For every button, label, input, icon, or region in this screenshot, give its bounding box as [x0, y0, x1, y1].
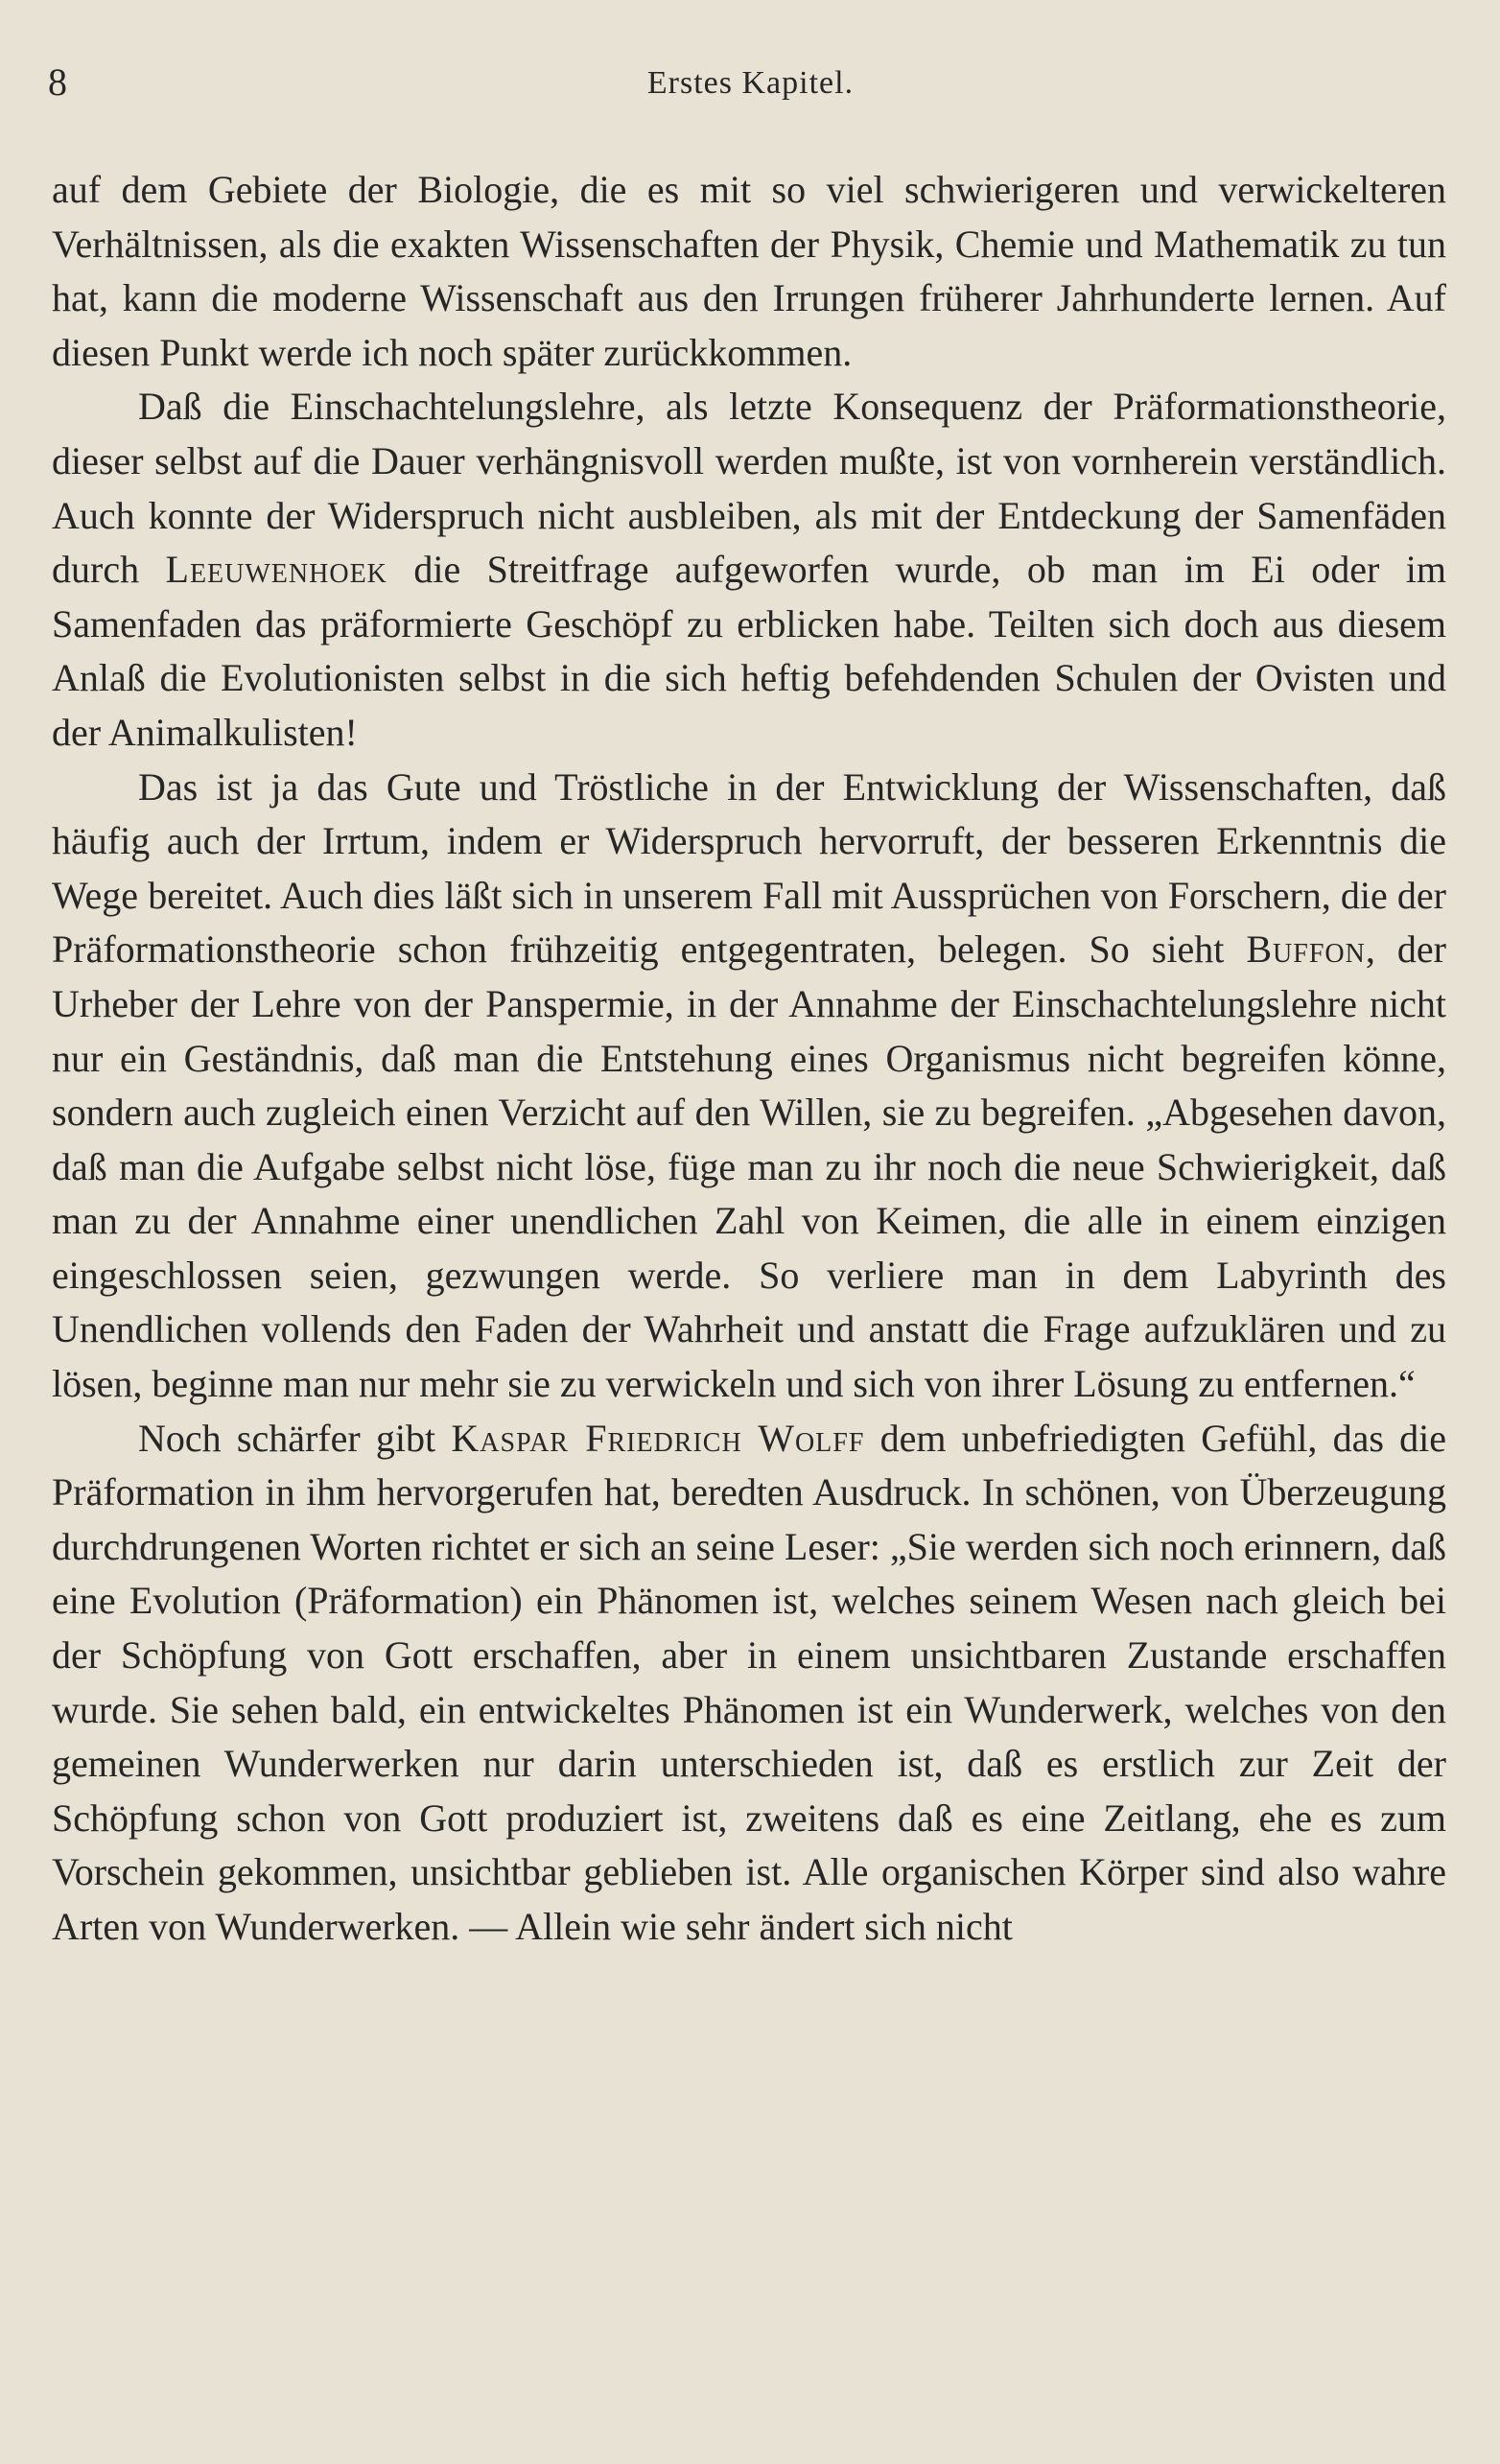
paragraph — [52, 380, 1446, 760]
paragraph — [52, 1412, 1446, 1955]
body-text — [52, 163, 1446, 1955]
author-name: Buffon — [1246, 927, 1366, 972]
page-number: 8 — [48, 60, 67, 104]
paragraph — [52, 761, 1446, 1412]
author-name: Leeuwenhoek — [165, 548, 387, 592]
paragraph-text: Noch schärfer gibt — [138, 1416, 452, 1460]
paragraph-text: , der Urheber der Lehre von der Panspermie, in der Annahme der Einschachtelungslehre nicht nur ein Geständnis, daß man die Entstehung eines Organismus nicht begreifen könne, sondern auch zugleich einen Verzicht auf den Willen, sie zu begreifen. „Abgesehen davon, daß man die Aufgabe selbst nicht löse, füge man zu ihr noch die neue Schwierigkeit, daß man zu der Annahme einer unendlichen Zahl von Keimen, die alle in einem einzigen eingeschlossen seien, gezwungen werde. So verliere man in dem Labyrinth des Unendlichen vollends den Faden der Wahrheit und anstatt die Frage aufzuklären und zu lösen, beginne man nur mehr sie zu verwickeln und sich von ihrer Lösung zu entfernen.“ — [52, 927, 1446, 1406]
paragraph-text: Daß die Einschachtelungslehre, als letzte Konsequenz der Präformationstheorie, dieser selbst auf die Dauer verhängnisvoll werden mußte, ist von vornherein verständlich. Auch konnte der Widerspruch nicht ausbleiben, als mit der Entdeckung der Samenfäden durch — [52, 385, 1446, 592]
running-head: Erstes Kapitel. — [646, 65, 855, 101]
author-name: Kaspar Friedrich Wolff — [451, 1416, 865, 1460]
paragraph-text: Das ist ja das Gute und Tröstliche in der Entwicklung der Wissenschaften, daß häufig auch der Irrtum, indem er Widerspruch hervorruft, der besseren Erkenntnis die Wege bereitet. Auch dies läßt sich in unserem Fall mit Aussprüchen von Forschern, die der Präformationstheorie schon frühzeitig entgegentraten, belegen. So sieht — [52, 764, 1446, 972]
paragraph — [52, 163, 1446, 380]
paragraph-text: dem unbefriedigten Gefühl, das die Präformation in ihm hervorgerufen hat, beredten Ausdruck. In schönen, von Überzeugung durchdrungenen Worten richtet er sich an seine Leser: „Sie werden sich noch erinnern, daß eine Evolution (Präformation) ein Phänomen ist, welches seinem Wesen nach gleich bei der Schöpfung von Gott erschaffen, aber in einem unsichtbaren Zustande erschaffen wurde. Sie sehen bald, ein entwickeltes Phänomen ist ein Wunderwerk, welches von den gemeinen Wunderwerken nur darin unterschieden ist, daß es erstlich zur Zeit der Schöpfung schon von Gott produziert ist, zweitens daß es eine Zeitlang, ehe es zum Vorschein gekommen, unsichtbar geblieben ist. Alle organischen Körper sind also wahre Arten von Wunderwerken. — Allein wie sehr ändert sich nicht — [52, 1416, 1447, 1948]
page-header — [48, 59, 1453, 117]
paragraph-text: auf dem Gebiete der Biologie, die es mit so viel schwierigeren und verwickelteren Verhältnissen, als die exakten Wissenschaften der Physik, Chemie und Mathematik zu tun hat, kann die moderne Wissenschaft aus den Irrungen früherer Jahrhunderte lernen. Auf diesen Punkt werde ich noch später zurückkommen. — [52, 168, 1446, 374]
paragraph-text: die Streitfrage aufgeworfen wurde, ob man im Ei oder im Samenfaden das präformierte Geschöpf zu erblicken habe. Teilten sich doch aus diesem Anlaß die Evolutionisten selbst in die sich heftig befehdenden Schulen der Ovisten und der Animalkulisten! — [52, 548, 1446, 754]
